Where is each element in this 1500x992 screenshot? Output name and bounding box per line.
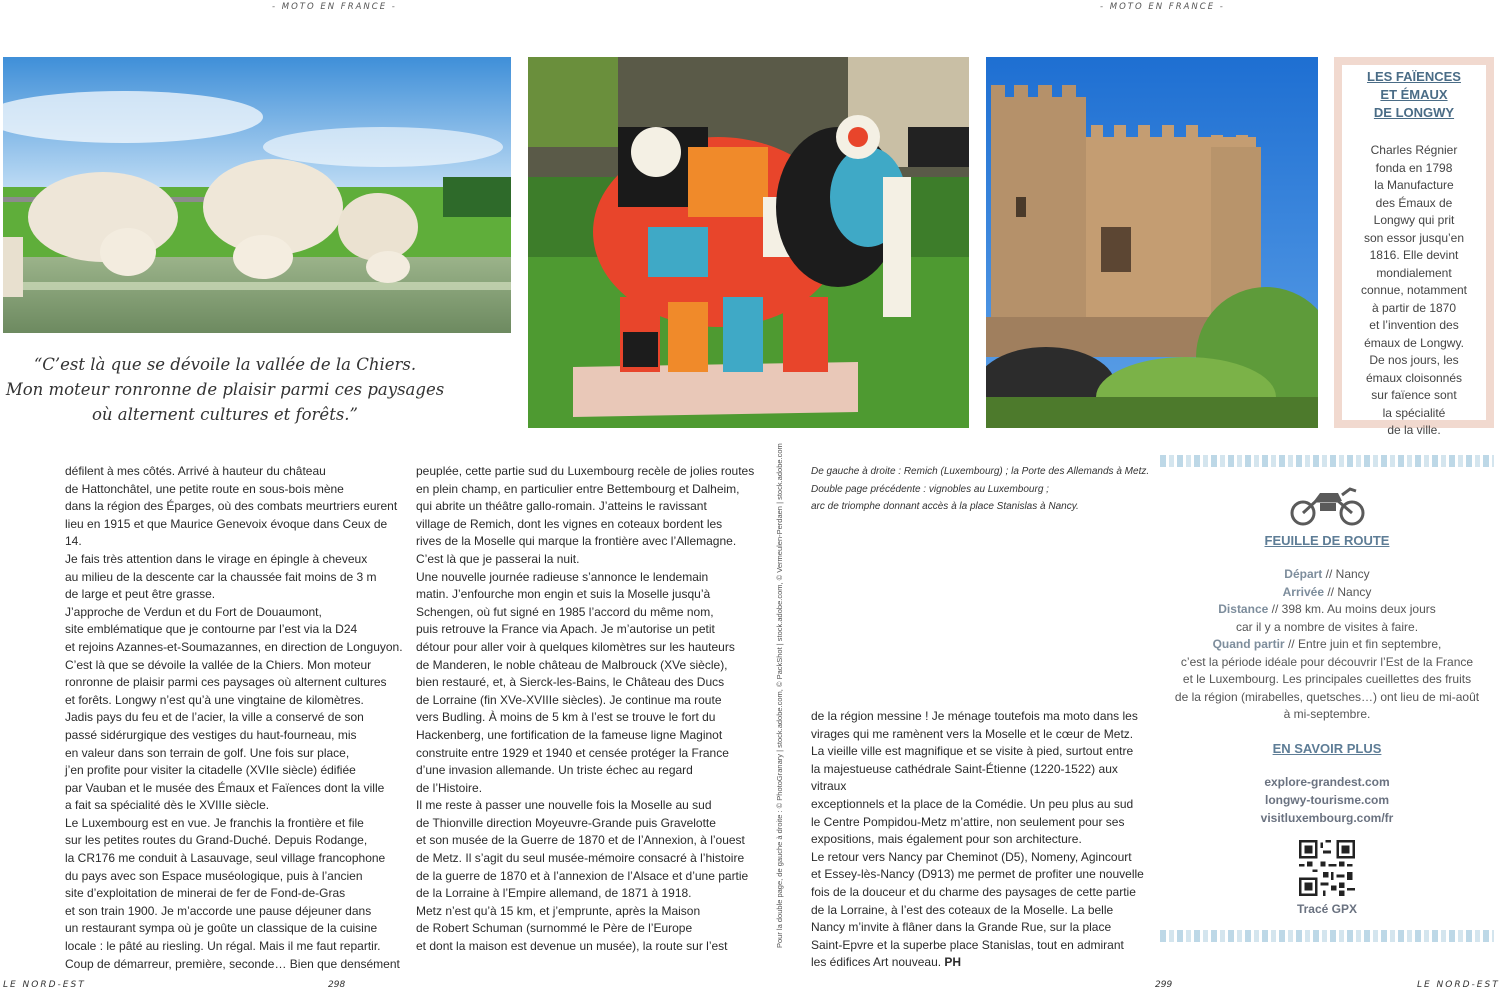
distance-value: 398 km. Au moins deux jours	[1281, 602, 1436, 616]
quand-line	[1160, 636, 1494, 654]
cows-photo	[3, 57, 511, 333]
distance-line	[1160, 601, 1494, 619]
sidebar-line: son essor jusqu’en	[1363, 230, 1465, 245]
sidebar-line: fonda en 1798	[1375, 160, 1453, 175]
sidebar-line: et l’invention des	[1369, 318, 1459, 332]
gpx-qr-code[interactable]	[1299, 840, 1355, 896]
left-footer-section: LE NORD-EST	[3, 980, 86, 990]
link-explore-grandest[interactable]: explore-grandest.com	[1264, 774, 1390, 789]
sidebar-line: 1816. Elle devint	[1369, 248, 1459, 262]
sidebar-body	[1342, 142, 1486, 440]
motorcycle-icon	[1286, 481, 1368, 527]
author-signature: PH	[944, 955, 962, 970]
body-column-2	[416, 463, 761, 956]
quand-value: Entre juin et fin septembre,	[1297, 637, 1442, 651]
separator: //	[1287, 637, 1295, 651]
route-details	[1160, 566, 1494, 724]
sidebar-line: Charles Régnier	[1370, 143, 1458, 157]
column-2-text: peuplée, cette partie sud du Luxembourg recèle de jolies routes en plein champ, en particulier entre Bettembourg et Dalheim, qui abrite un théâtre gallo-romain. J’atteins le ravissant village de Remich, dont les vignes en coteaux bordent les rives de la Moselle qui marque la frontière avec l’Allemagne. C’est là que je passerai la nuit. Une nouvelle journée radieuse s’annonce le lendemain matin. J’enfourche mon engin et suis la Moselle jusqu’à Schengen, où fut signé en 1985 l’accord du même nom, puis retrouve la France via Apach. Je m’autorise un petit détour pour aller voir à quelques kilomètres sur les hauteurs de Manderen, le noble château de Malbrouck (XVe siècle), bien restauré, et, à Sierck-les-Bains, le Château des Ducs de Lorraine (fin XVe-XVIIIe siècles). Je continue ma route vers Budling. À moins de 5 km à l’est se trouve le fort du Hackenberg, une fortification de la fameuse ligne Maginot construite entre 1929 et 1940 et censée protéger la France d’une invasion allemande. Un triste échec au regard de l’Histoire. Il me reste à passer une nouvelle fois la Moselle au sud de Thionville direction Moyeuvre-Grande puis Gravelotte et son musée de la Guerre de 1870 et de l’Annexion, à l’ouest de Metz. Il s’agit du seul musée-mémoire consacré à l’histoire de la guerre de 1870 et à l’annexion de l’Alsace et d’une partie de la Lorraine à l’Empire allemand, de 1871 à 1918. Metz n’est qu’à 15 km, et j’emprunte, après la Maison de Robert Schuman (surnommé le Père de l’Europe et dont la maison est devenue un musée), la route sur l’est	[416, 464, 755, 954]
quand-line-text: de la région (mirabelles, quetsches…) ont lieu de mi-août	[1174, 689, 1480, 704]
sidebar-line: de la ville.	[1387, 423, 1441, 437]
distance-label: Distance	[1218, 602, 1269, 616]
link-visitluxembourg[interactable]: visitluxembourg.com/fr	[1260, 810, 1394, 825]
column-3-text: de la région messine ! Je ménage toutefois ma moto dans les virages qui me ramènent vers la Moselle et le cœur de Metz. La vieille ville est magnifique et se visite à pied, surtout entre la majestueuse cathédrale Saint-Étienne (1220-1522) aux vitraux exceptionnels et la place de la Comédie. Un peu plus au sud le Centre Pompidou-Metz m’attire, non seulement pour ses expositions, mais également pour son architecture. Le retour vers Nancy par Cheminot (D5), Nomeny, Agincourt et Essey-lès-Nancy (D913) me permet de profiter une nouvelle fois de la douceur et du charme des paysages de cette partie de la Lorraine, à l’est des coteaux de la Moselle. La belle Nancy m’invite à flâner dans la Grande Rue, sur la place Saint-Epvre et la superbe place Stanislas, tout en admirant les édifices Art nouveau.	[811, 709, 1144, 970]
sidebar-line: la spécialité	[1382, 405, 1446, 420]
top-decorative-border	[1160, 455, 1494, 467]
arrivee-line	[1160, 584, 1494, 602]
sidebar-line: De nos jours, les	[1369, 353, 1459, 367]
sidebar-line: la Manufacture	[1374, 178, 1454, 192]
sidebar-line: à partir de 1870	[1371, 300, 1457, 315]
pull-quote	[5, 352, 445, 427]
photo-credit: Pour la double page, de gauche à droite : © PhotoGranary | stock.adobe.com, © PackShot | stock.adobe.com, © Vermeulen-Perdaen | stock.adobe.com	[775, 443, 784, 948]
left-running-header: - MOTO EN FRANCE -	[272, 2, 397, 12]
sidebar-line: émaux cloisonnés	[1365, 370, 1463, 385]
quand-line-text: c’est la période idéale pour découvrir l’Est de la France	[1180, 654, 1474, 669]
caption-line1: De gauche à droite : Remich (Luxembourg) ; la Porte des Allemands à Metz.	[811, 466, 1150, 477]
body-column-1	[65, 463, 405, 973]
arrivee-value: Nancy	[1337, 584, 1372, 599]
left-page-number: 298	[328, 980, 346, 990]
quand-line-text: à mi-septembre.	[1283, 707, 1371, 721]
link-longwy-tourisme[interactable]: longwy-tourisme.com	[1264, 792, 1389, 807]
bottom-decorative-border	[1160, 930, 1494, 942]
sidebar-line: des Émaux de	[1375, 195, 1453, 210]
sidebar-title-line1: LES FAÏENCES	[1367, 69, 1461, 84]
separator: //	[1271, 602, 1279, 616]
porte-des-allemands-photo	[986, 57, 1318, 428]
separator: //	[1327, 584, 1335, 599]
sidebar-title-line3: DE LONGWY	[1373, 105, 1455, 120]
depart-line	[1160, 566, 1494, 584]
depart-value: Nancy	[1335, 567, 1370, 581]
quand-label: Quand partir	[1212, 637, 1285, 651]
links-list	[1160, 773, 1494, 827]
gpx-label: Tracé GPX	[1296, 901, 1358, 916]
right-running-header: - MOTO EN FRANCE -	[1100, 2, 1225, 12]
sidebar-line: Longwy qui prit	[1373, 213, 1455, 227]
body-column-3	[811, 708, 1156, 972]
photo-caption	[811, 463, 1151, 516]
elephant-sculpture-photo	[528, 57, 969, 428]
quote-line1: “C’est là que se dévoile la vallée de la Chiers.	[33, 355, 417, 374]
feuille-de-route-title: FEUILLE DE ROUTE	[1264, 533, 1390, 548]
sidebar-line: connue, notamment	[1360, 283, 1468, 297]
sidebar-line: émaux de Longwy.	[1364, 335, 1464, 350]
sidebar-line: mondialement	[1376, 265, 1452, 280]
feuille-de-route-panel	[1160, 475, 1494, 918]
faiences-sidebar-box	[1334, 57, 1494, 437]
quand-line-text: et le Luxembourg. Les principales cueillettes des fruits	[1182, 672, 1472, 686]
distance-line2: car il y a nombre de visites à faire.	[1235, 619, 1419, 634]
caption-line2: Double page précédente : vignobles au Luxembourg ;	[811, 483, 1049, 495]
quote-line3: où alternent cultures et forêts.”	[92, 405, 358, 424]
depart-label: Départ	[1284, 567, 1323, 581]
sidebar-line: sur faïence sont	[1371, 388, 1457, 402]
column-1-text: défilent à mes côtés. Arrivé à hauteur du château de Hattonchâtel, une petite route en sous-bois mène dans la région des Éparges, où des combats meurtriers eurent lieu en 1915 et que Maurice Genevoix évoque dans Ceux de 14. Je fais très attention dans le virage en épingle à cheveux au milieu de la descente car la chaussée fait moins de 3 m de large et peut être grasse. J’approche de Verdun et du Fort de Douaumont, site emblématique que je contourne par l’est via la D24 et rejoins Azannes-et-Soumazannes, en direction de Longuyon. C’est là que se dévoile la vallée de la Chiers. Mon moteur ronronne de plaisir parmi ces paysages où alternent cultures et forêts. Longwy n’est qu’à une vingtaine de kilomètres. Jadis pays du feu et de l’acier, la ville a conservé de son passé sidérurgique des vestiges du haut-fourneau, mis en valeur dans son terrain de golf. Une fois sur place, j’en profite pour visiter la citadelle (XVIIe siècle) édifiée par Vauban et le musée des Émaux et Faïences dont la ville a fait sa spécialité dès le XVIIIe siècle. Le Luxembourg est en vue. Je franchis la frontière et file sur les petites routes du Grand-Duché. Depuis Rodange, la CR176 me conduit à Lasauvage, seul village francophone du pays avec son Espace muséologique, puis à l’ancien site d’exploitation de minerai de fer de Fond-de-Gras et son train 1900. Je m’accorde une pause déjeuner dans un restaurant sympa où je goûte un classique de la cuisine locale : le pâté au riesling. Un régal. Mais il me faut repartir. Coup de démarreur, première, seconde… Bien que densément	[65, 464, 403, 971]
separator: //	[1325, 567, 1333, 581]
right-footer-section: LE NORD-EST	[1417, 980, 1500, 990]
sidebar-title-line2: ET ÉMAUX	[1380, 87, 1448, 102]
arrivee-label: Arrivée	[1282, 584, 1324, 599]
right-page-number: 299	[1155, 980, 1173, 990]
caption-line3: arc de triomphe donnant accès à la place Stanislas à Nancy.	[811, 501, 1079, 512]
en-savoir-plus-title: EN SAVOIR PLUS	[1272, 740, 1382, 756]
quote-line2: Mon moteur ronronne de plaisir parmi ces paysages	[5, 380, 445, 399]
